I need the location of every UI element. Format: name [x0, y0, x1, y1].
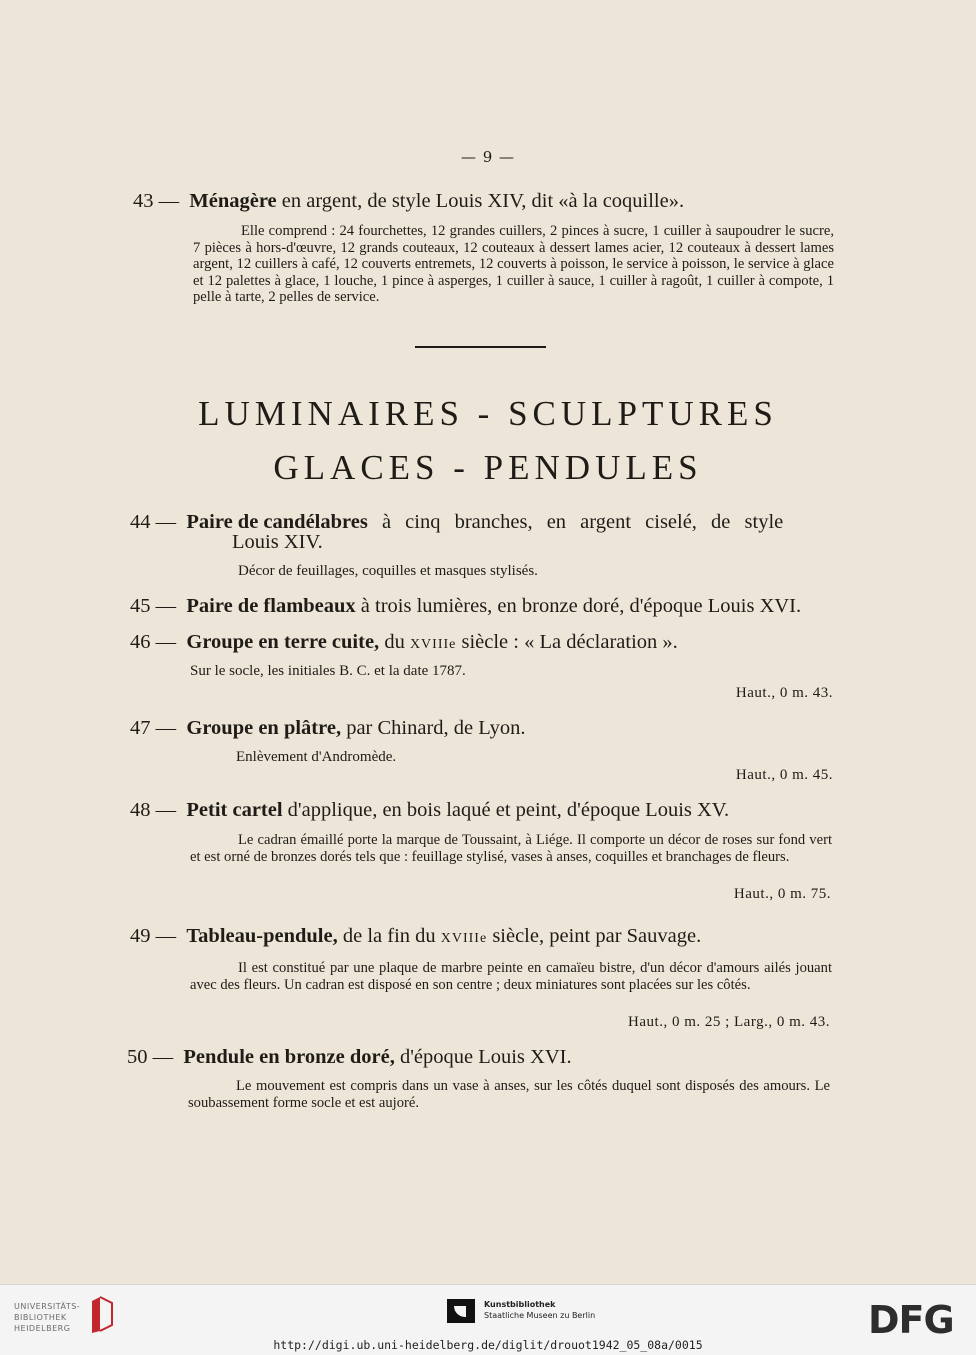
lot-49-dimensions: Haut., 0 m. 25 ; Larg., 0 m. 43.	[628, 1014, 830, 1030]
lot-50-description: Le mouvement est compris dans un vase à anses, sur les côtés duquel sont disposés des amours. Le soubassement forme socle et est aujoré.	[188, 1078, 830, 1111]
permalink-url[interactable]: http://digi.ub.uni-heidelberg.de/diglit/drouot1942_05_08a/0015	[273, 1338, 703, 1352]
lot-44-description: Décor de feuillages, coquilles et masques stylisés.	[238, 563, 538, 579]
lot-47-description: Enlèvement d'Andromède.	[236, 749, 397, 765]
uni-name-line: UNIVERSITÄTS-	[14, 1302, 81, 1311]
lot-48-description: Le cadran émaillé porte la marque de Toussaint, à Liége. Il comporte un décor de roses sur fond vert et est orné de bronzes dorés tels que : feuillage stylisé, vases à anses, coquilles et branchages de fleurs.	[190, 832, 832, 865]
lot-title: Petit cartel	[186, 799, 283, 821]
lot-47-heading	[130, 716, 526, 740]
lot-44-heading	[130, 510, 783, 534]
lot-46-description: Sur le socle, les initiales B. C. et la date 1787.	[190, 663, 466, 679]
lot-text: siècle, peint par Sauvage.	[487, 925, 702, 947]
lot-description-line: à cinq branches, en argent ciselé, de style	[367, 511, 784, 533]
lot-number: 43 —	[133, 190, 180, 212]
lot-number: 50 —	[127, 1046, 174, 1068]
lot-47-dimensions: Haut., 0 m. 45.	[735, 767, 833, 783]
dfg-logo[interactable]: DFG	[868, 1298, 954, 1342]
lot-description-line: en argent, de style Louis XIV, dit «à la coquille».	[276, 190, 685, 212]
kb-name: Kunstbibliothek	[484, 1300, 556, 1309]
lot-description-line: d'applique, en bois laqué et peint, d'époque Louis XV.	[282, 799, 730, 821]
section-divider	[415, 346, 546, 348]
lot-description-line: d'époque Louis XVI.	[394, 1046, 572, 1068]
lot-45-heading	[130, 594, 801, 618]
lot-text: du	[379, 631, 410, 653]
lot-49-heading	[130, 924, 701, 951]
uni-name-line: BIBLIOTHEK	[14, 1313, 67, 1322]
section-subtitle: GLACES - PENDULES	[273, 448, 703, 487]
section-title: LUMINAIRES - SCULPTURES	[198, 394, 778, 433]
lot-title: Paire de flambeaux	[186, 595, 356, 617]
lot-text: de la fin du	[337, 925, 441, 947]
kunstbibliothek-label[interactable]	[484, 1299, 595, 1321]
lot-number: 45 —	[130, 595, 177, 617]
heidelberg-logo-icon	[88, 1295, 116, 1335]
lot-number: 46 —	[130, 631, 177, 653]
lot-title: Ménagère	[189, 190, 277, 212]
century: XVIIIe	[409, 637, 457, 652]
lot-number: 47 —	[130, 717, 177, 739]
lot-text: siècle : « La déclaration ».	[456, 631, 678, 653]
lot-44-heading-cont: Louis XIV.	[232, 531, 323, 553]
century: XVIIIe	[440, 931, 488, 946]
lot-46-heading	[130, 630, 678, 657]
lot-number: 44 —	[130, 511, 177, 533]
lot-description-line: par Chinard, de Lyon.	[341, 717, 526, 739]
lot-title: Groupe en terre cuite,	[186, 631, 380, 653]
lot-title: Paire de candélabres	[186, 511, 368, 533]
kb-subtitle: Staatliche Museen zu Berlin	[484, 1311, 596, 1320]
lot-49-description: Il est constitué par une plaque de marbre peinte en camaïeu bistre, d'un décor d'amours ailés jouant avec des fleurs. Un cadran est disposé en son centre ; deux miniatures sont placées sur les côtés.	[190, 960, 832, 993]
lot-description-line: à trois lumières, en bronze doré, d'époque Louis XVI.	[355, 595, 802, 617]
lot-43-heading	[133, 189, 684, 213]
lot-48-dimensions: Haut., 0 m. 75.	[733, 886, 831, 902]
lot-43-description: Elle comprend : 24 fourchettes, 12 grandes cuillers, 2 pinces à sucre, 1 cuiller à saupoudrer le sucre, 7 pièces à hors-d'œuvre, 12 grands couteaux, 12 couteaux à dessert lames acier, 12 couteaux à dessert lames argent, 12 cuillers à café, 12 couverts entremets, 12 couverts à poisson, le service à poisson, le service à glace et 12 palettes à glace, 1 louche, 1 pince à asperges, 1 cuiller à sauce, 1 cuiller à ragoût, 1 cuiller à compote, 1 pelle à tarte, 2 pelles de service.	[193, 223, 834, 306]
lot-title: Tableau-pendule,	[186, 925, 338, 947]
viewer-footer	[0, 1284, 976, 1355]
page-number: — 9 —	[460, 148, 516, 166]
lot-number: 48 —	[130, 799, 177, 821]
lot-number: 49 —	[130, 925, 177, 947]
lot-title: Groupe en plâtre,	[186, 717, 342, 739]
kunstbibliothek-logo-icon	[447, 1299, 475, 1323]
lot-50-heading	[127, 1045, 572, 1069]
uni-name-line: HEIDELBERG	[14, 1324, 71, 1333]
lot-title: Pendule en bronze doré,	[183, 1046, 395, 1068]
lot-48-heading	[130, 798, 729, 822]
heidelberg-university-library[interactable]	[14, 1301, 80, 1334]
lot-46-dimensions: Haut., 0 m. 43.	[735, 685, 833, 701]
